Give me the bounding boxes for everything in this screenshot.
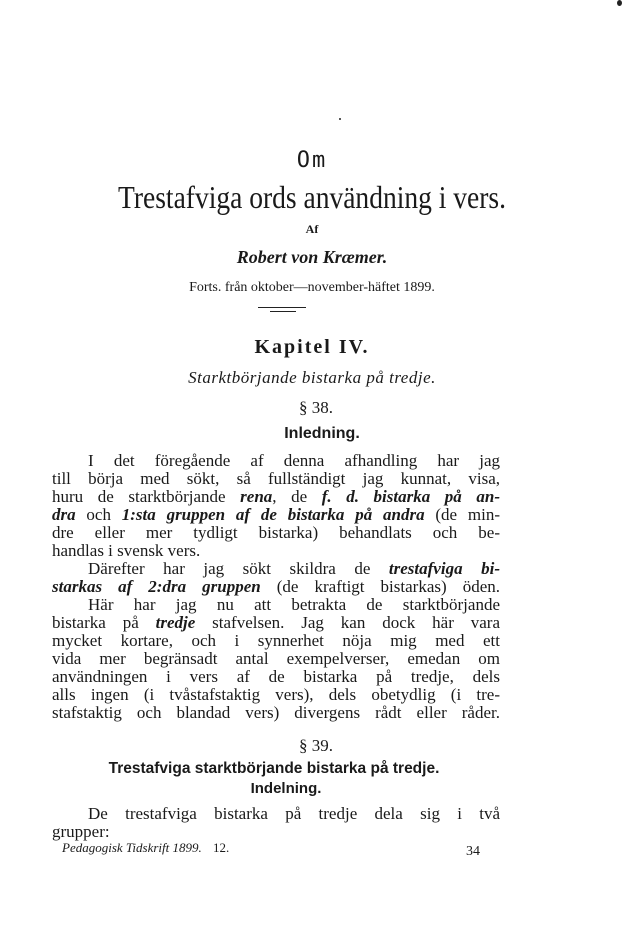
chapter-subtitle: Starktbörjande bistarka på tredje. <box>188 368 436 387</box>
text-line: stafstaktig och blandad vers) divergens rådt eller råder. <box>52 703 500 722</box>
page-title: Trestafviga ords användning i vers. <box>117 179 507 215</box>
text-run: (de min- <box>424 505 500 524</box>
text-line: till börja med sökt, så fullständigt jag kunnat, visa, <box>52 469 500 488</box>
section-number: § 38. <box>299 398 333 417</box>
text-line: vida mer begränsadt antal exempelverser, emedan om <box>52 649 500 668</box>
text-run-italic: 1:sta gruppen af de bistarka på andra <box>121 505 425 524</box>
text-line: I det föregående af denna afhandling har jag <box>88 451 500 470</box>
text-run-italic: trestafviga bi- <box>388 559 500 578</box>
journal-title: Pedagogisk Tidskrift 1899. <box>62 840 202 855</box>
page-number: 34 <box>466 844 480 859</box>
author-name <box>0 247 624 268</box>
divider <box>258 307 306 308</box>
text-line <box>52 578 500 596</box>
divider <box>270 311 296 312</box>
text-line: De trestafviga bistarka på tredje dela sig i två <box>88 804 500 823</box>
text-line <box>52 614 500 632</box>
text-run: och <box>75 505 122 524</box>
text-run: Därefter har jag sökt skildra de <box>88 559 389 578</box>
text-line: alls ingen (i tvåstafstaktig vers), dels obetydlig (i tre- <box>52 685 500 704</box>
byline-af: Af <box>305 222 319 236</box>
heading-om: Om <box>296 148 328 173</box>
section-subheading: Indelning. <box>250 780 322 797</box>
text-line: användningen i vers af de bistarka på tredje, dels <box>52 667 500 686</box>
text-run: , de <box>272 487 322 506</box>
text-line <box>52 488 500 506</box>
text-run-italic: dra <box>52 505 76 524</box>
text-run-italic: starkas af 2:dra gruppen <box>52 577 261 596</box>
text-line <box>88 560 500 578</box>
section-heading: Trestafviga starktbörjande bistarka på tredje. <box>108 760 440 777</box>
text-run-italic: rena <box>240 487 273 506</box>
section-heading: Inledning. <box>284 425 360 442</box>
continuation-note: Forts. från oktober—november-häftet 1899. <box>189 280 435 295</box>
text-run: huru de starktbörjande <box>52 487 241 506</box>
text-line <box>52 506 500 524</box>
section-number: § 39. <box>299 736 333 755</box>
author-name-text: Robert von Kræmer. <box>236 247 388 267</box>
text-run: (de kraftigt bistarkas) öden. <box>260 577 500 596</box>
chapter-heading: Kapitel IV. <box>254 336 370 358</box>
text-line: dre eller mer tydligt bistarka) behandlats och be- <box>52 523 500 542</box>
text-run-italic: tredje <box>155 613 196 632</box>
print-speck <box>339 118 341 120</box>
text-run: stafvelsen. Jag kan dock här vara <box>195 613 501 632</box>
issue-number: 12. <box>213 840 230 855</box>
text-line: grupper: <box>52 822 110 841</box>
text-run: bistarka på <box>52 613 156 632</box>
footer-journal <box>62 840 229 856</box>
print-speck <box>617 0 622 6</box>
text-line: Här har jag nu att betrakta de starktbörjande <box>88 595 500 614</box>
text-line: mycket kortare, och i synnerhet nöja mig med ett <box>52 631 500 650</box>
text-line: handlas i svensk vers. <box>52 541 201 560</box>
text-run-italic: f. d. bistarka på an- <box>321 487 500 506</box>
